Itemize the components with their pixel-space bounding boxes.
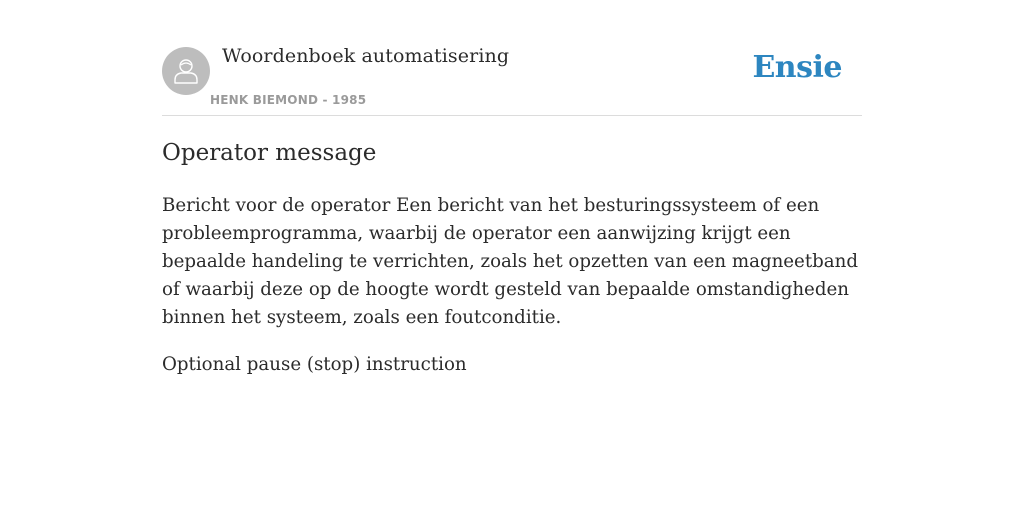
- entry-title: Operator message: [162, 140, 377, 166]
- entry-extra: Optional pause (stop) instruction: [162, 354, 467, 375]
- entry-definition: Bericht voor de operator Een bericht van het besturingssysteem of een probleemprogramma, waarbij de operator een aanwijzing krijgt een bepaalde handeling te verrichten, zoals het opzetten van een magneetband of waarbij deze op de hoogte wordt gesteld van bepaalde omstandigheden binnen het systeem, zoals een foutconditie.: [162, 195, 858, 328]
- entry-card: [162, 0, 862, 375]
- source-title[interactable]: Woordenboek automatisering: [222, 45, 510, 67]
- user-icon: [171, 56, 201, 86]
- brand-logo[interactable]: Ensie: [752, 50, 842, 85]
- entry-header: [162, 0, 862, 116]
- avatar[interactable]: [162, 47, 210, 95]
- source-author-year[interactable]: HENK BIEMOND - 1985: [210, 93, 367, 107]
